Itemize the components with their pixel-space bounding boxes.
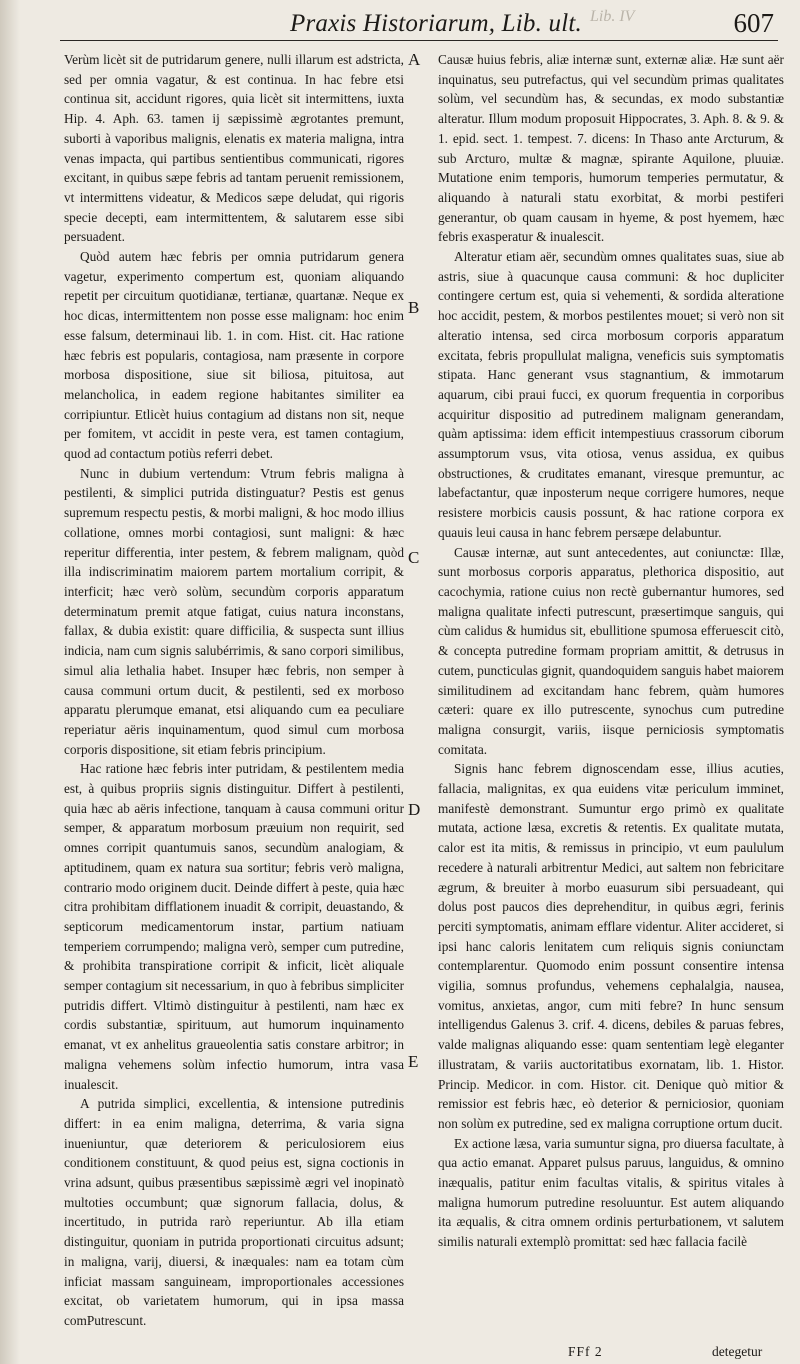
running-title: Praxis Historiarum, Lib. ult. [290,10,582,37]
page-number: 607 [733,8,774,38]
margin-letter-d: D [408,800,421,819]
signature-mark: FFf 2 [568,1344,603,1359]
margin-letter-e: E [408,1052,419,1071]
paragraph: A putrida simplici, excellentia, & intensione putredinis differt: in ea enim maligna, deterrima, & varia signa inueniuntur, quæ deteriorem & periculosiorem eius conditionem constituunt, & quod peius est, signa coctionis in vrina adsunt, quibus præsentibus sæpissimè ægri vel inopinatò multoties occumbunt; quæ signorum fallacia, dolus, & incertitudo, in putrida rarò reperiuntur. Ab illa etiam distinguitur, quoniam in putrida proportionati circuitus adsunt; in maligna, varij, diuersi, & inæquales: nam ea totam cùm inficiat massam sanguineam, improportionales accessiones excitat, ob varietatem humorum, qui in ipsa massa comPutrescunt. [64,1096,404,1328]
paragraph: Causæ huius febris, aliæ internæ sunt, externæ aliæ. Hæ sunt aër inquinatus, seu putrefactus, qui vel secundùm primas qualitates solùm, vel secundùm has, & secundas, ex modo substantiæ alteratur. Illum modum proposuit Hippocrates, 3. Aph. 8. & 9. & 1. epid. sect. 1. tempest. 7. dicens: In Thaso ante Arcturum, & sub Arcturo, multæ & magnæ, spirante Aquilone, pluuiæ. Mutatione enim temporis, humorum temperies permutatur, & aliquando à naturali statu exorbitat, & morbi pestiferi generantur, ob quam causam in hyeme, & post hyemem, hæc febris exasperatur & inualescit. [438,52,784,245]
paragraph: Nunc in dubium vertendum: Vtrum febris maligna à pestilenti, & simplici putrida distinguatur? Pestis est genus supremum respectu pestis, & morbi maligni, & hoc modo illius collatione, omnes morbi contagiosi, sunt maligni: & hæc reperitur differentia, inter pestem, & febrem malignam, quòd illa indiscriminatim maiorem partem mortalium corripit, & interficit; hæc verò solùm, secundùm corporis apparatum determinatum premit atque fatigat, cuius natura inconstans, fallax, & dubia existit: quare difficilia, & suspecta sunt illius indicia, nam cum signis salubérrimis, & sano corpori similibus, simul alia lethalia habet. Insuper hæc febris, non semper à causa communi ortum ducit, & pestilenti, sed ex morboso apparatu plerumque emanat, etsi aliquando cum ea peculiare reperiatur aëris inquinamentum, quod simul cum morbosa corporis dispositione, sit etiam febris principium. [64,465,404,757]
margin-letter-c: C [408,548,420,567]
paragraph: Signis hanc febrem dignoscendam esse, illius acuties, fallacia, malignitas, ex qua euidens vitæ periculum imminet, manifestè demonstrant. Sumuntur ergo primò ex qualitate mutata, actione læsa, excretis & retentis. Ex qualitate mutata, calor est ita mitis, & remissus in principio, vt eum paululum recedere à naturali arbitrentur Medici, aut saltem non febricitare ægrum, & breuiter à morbo euasurum sibi persuadeant, qui dolus post paucos dies deprehenditur, in quibus ægri, ferinis perciti symptomatis, animam efflare videntur. Aliter accideret, si ipsi hanc caloris lenitatem cum reliquis signis coniunctam contemplarentur. Quomodo enim possunt consentire intensa vigilia, somnus profundus, vehemens cephalalgia, nausea, vomitus, anxietas, angor, cum miti febre? In hunc sensum intelligendus Galenus 3. crif. 4. dicens, debiles & paruas febres, valde malignas aliquando esse: quam sententiam legè eleganter illustratam, & variis auctoritatibus exornatam, lib. 1. Histor. Princip. Medicor. in com. Histor. cit. Denique quò mitior & remissior est febris hæc, eò deterior & perniciosior, quoniam non solùm ex putredine, sed ex maligna corruptione ortum ducit. [438,761,784,1131]
paragraph: Quòd autem hæc febris per omnia putridarum genera vagetur, experimento compertum est, quoniam aliquando repetit per circuitum quotidianæ, tertianæ, quartanæ. Neque ex hoc dicas, intermittentem non posse esse malignam: hoc enim esse falsum, determinaui lib. 1. in com. Hist. cit. Hac ratione hæc febris est popularis, contagiosa, nam præsente in corpore morbosa dispositione, siue sit biliosa, pituitosa, aut melancholica, in eadem regione habitantes similiter ea corripiuntur. Etlicèt huius contagium ad distans non sit, neque per fomitem, vt accidit in peste vera, est tamen contagium, quod ad contactum potiùs referri debet. [64,249,404,462]
bleed-through-text: Lib. IV [590,8,635,25]
page-gutter-shadow [0,0,20,1364]
right-column [438,50,784,1340]
left-column [64,50,404,1340]
paragraph: Hac ratione hæc febris inter putridam, & pestilentem media est, à quibus propriis signis distinguitur. Differt à pestilenti, quia hæc ab aëris infectione, tanquam à causa communi oritur semper, & apparatum morbosum præuium non requirit, sed omnes corripit quantumuis sanos, secundùm analogiam, & aptitudinem, quam ex natura sua sortitur; febris verò maligna, contrario modo originem ducit. Deinde differt à peste, quia hæc citra prohibitam difflationem inuadit & corripit, deuastando, & septicorum medicamentorum instar, partium natiuam temperiem corrumpendo; maligna verò, semper cum putredine, & prohibita transpiratione corripit & inficit, licèt aliquale semper contagium sit necessarium, in quo à febribus simpliciter putridis differt. Vltimò distinguitur à pestilenti, nam hæc ex cordis substantiæ, spirituum, aut humorum inquinamento emanat, vt ex anhelitus graueolentia satis constare arbitror; in maligna vehemens solùm infectio humorum, intra vasa inualescit. [64,761,404,1092]
header-rule [60,40,778,41]
paragraph: Ex actione læsa, varia sumuntur signa, pro diuersa facultate, à qua actio emanat. Apparet pulsus paruus, languidus, & omnino inæqualis, patitur enim facultas vitalis, & spiritus vitales à maligna humorum putredine resoluuntur. Est autem aliquando ita æqualis, & citra omnem ordinis perturbationem, vt salutem similis naturali extemplò promittat: sed hæc fallacia facilè [438,1135,784,1250]
margin-letter-b: B [408,298,420,317]
paragraph: Alteratur etiam aër, secundùm omnes qualitates suas, siue ab astris, siue à quacunque causa communi: & hoc dupliciter contingere certum est, quia si vehementi, & sordida alteratione hoc accidit, pestem, & morbos pestilentes mouet; si verò non sit alteratio intensa, sed circa morbosum corporis apparatum excitata, febris propullulat maligna, veneficis suis symptomatis stipata. Hanc generant vsus stagnantium, & immotarum aquarum, cibi praui fucci, ex quorum frequentia in corporibus acquiritur dispositio ad putredinem malignam generandam, quàm aptissima: idem efficit intempestiuus crassorum ciborum assumptorum vsus, vita otiosa, venus assidua, ex quibus obstructiones, & cruditates emanant, viresque premuntur, ac labefactantur, quæ inposterum neque corrigere humores, neque resistere morbicis causis possunt, & hac ratione corpora ex quauis leui causa in hanc febrem persæpe delabuntur. [438,249,784,540]
paragraph: Verùm licèt sit de putridarum genere, nulli illarum est adstricta, sed per omnia vagatur, & est continua. In hac febre etsi continua sit, accidunt rigores, quia licèt sit intermittens, iuxta Hip. 4. Aph. 63. tamen ij sæpissimè ægrotantes premunt, suborti à vaporibus malignis, elenatis ex materia maligna, intra venas impacta, qui partibus sentientibus communicati, rigores excitant, in quibus sæpe febris ad tantam peruenit remissionem, vt intermittens videatur, & Medicos sæpe deludat, qui rigoris specie decepti, eam intermittentem, & salutarem esse sibi persuadent. [64,52,404,245]
catchword: detegetur [712,1344,763,1359]
paragraph: Causæ internæ, aut sunt antecedentes, aut coniunctæ: Illæ, sunt morbosus corporis apparatus, plethorica dispositio, aut cacochymia, ratione cuius non rectè gubernantur humores, sed maligna qualitate infecti putrescunt, præsertimque sanguis, qui cùm calidus & humidus sit, ebullitione spumosa efferuescit citò, & concepta putredine formam propriam amittit, & detrusus in cutem, puncticulas gignit, quandoquidem sanguis habet maiorem similitudinem ad excitandam hanc febrem, quàm humores cæteri: quare ex illo putrescente, synochus cum putredine maligna consurgit, variis, iisque perniciosis symptomatis comitata. [438,544,784,757]
margin-letter-a: A [408,50,421,69]
